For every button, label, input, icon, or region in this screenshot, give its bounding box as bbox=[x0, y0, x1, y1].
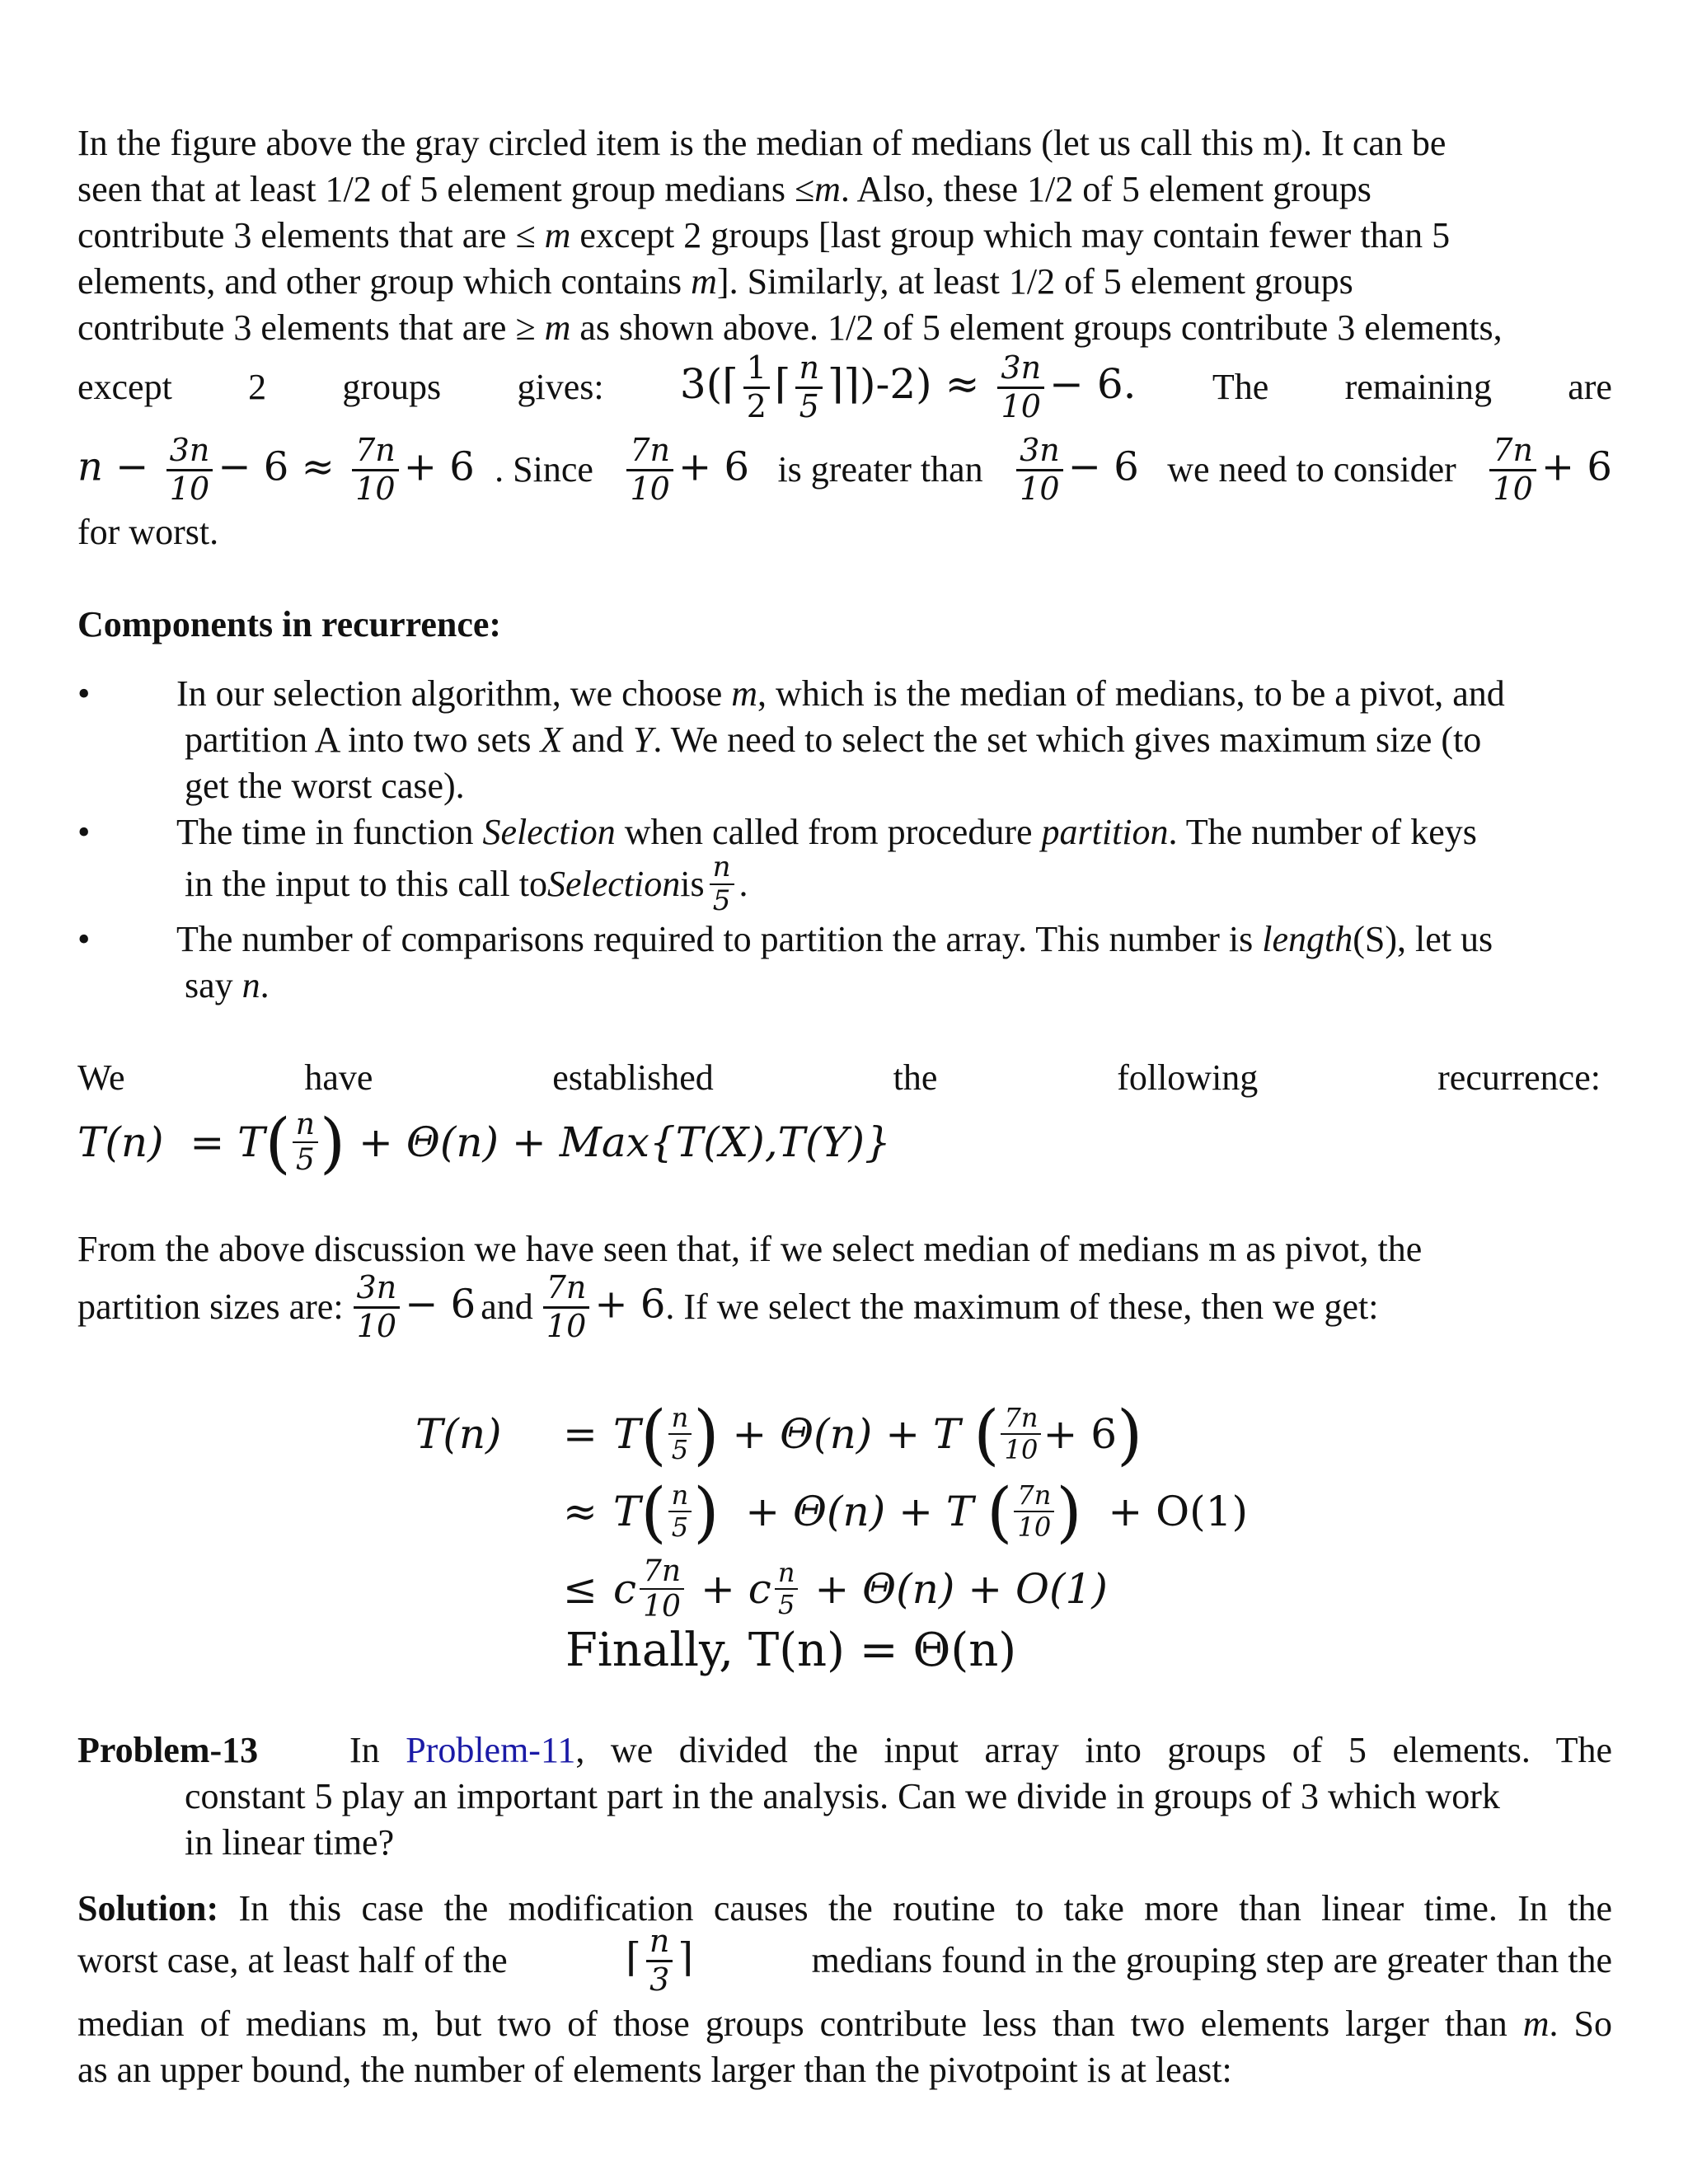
recurrence-intro: We have established the following recurrence: bbox=[77, 1057, 1601, 1098]
solution-line1: Solution: In this case the modification causes the routine to take more than linear time. In the bbox=[77, 1888, 1612, 1929]
para2-line1: From the above discussion we have seen that, if we select median of medians m as pivot, the bbox=[77, 1229, 1423, 1269]
para1-line6: except 2 groups gives: 3(⌈ $\frac{1}{2}$ ⌈ $\frac{n}{5}$ ⌉⌉)-2) ≈ $\frac{3n}{10}$ − 6. The remaining are bbox=[77, 349, 1612, 424]
problem-13: Problem-13 In Problem-11, we divided the input array into groups of 5 elements. The constant 5 play an important part in the analysis. Can we divide in groups of 3 which work in linear time? bbox=[77, 1727, 1612, 1866]
para1-line1: In the figure above the gray circled item is the median of medians (let us call this m). It can be bbox=[77, 123, 1447, 163]
derivation-finally: Finally, T(n) = Θ(n) bbox=[565, 1624, 1017, 1677]
para1-line4: elements, and other group which contains m]. Similarly, at least 1/2 of 5 element groups bbox=[77, 261, 1353, 302]
solution-line3: median of medians m, but two of those groups contribute less than two elements larger than m. So bbox=[77, 2004, 1612, 2044]
para1-line7: n − $\frac{3n}{10}$ − 6 ≈ $\frac{7n}{10}$ + 6 . Since $\frac{7n}{10}$ + 6 is greater than $\frac{3n}{10}$ − 6 we need to consider $\frac{7n}{10}$ + 6 bbox=[77, 431, 1612, 507]
para2-line2: partition sizes are: $\frac{3n}{10}$ − 6 and $\frac{7n}{10}$ + 6 . If we select the maximum of these, then we get: bbox=[77, 1268, 1379, 1344]
bullet-dot: • bbox=[77, 812, 91, 852]
bullet-dot: • bbox=[77, 919, 91, 959]
para1-line8: for worst. bbox=[77, 512, 219, 552]
bullet-item-1: • In our selection algorithm, we choose m, which is the median of medians, to be a pivot, and partition A into two sets X and Y. We need to select the set which gives maximum size (to get the worst case). bbox=[77, 671, 1612, 809]
derivation-line-1: T(n) = T ( $\frac{n}{5}$ ) + Θ(n) + T ( $\frac{7n}{10}$ + 6 ) bbox=[415, 1395, 1143, 1473]
problem-label: Problem-13 bbox=[77, 1730, 259, 1770]
solution-line2: worst case, at least half of the ⌈ $\frac{n}{3}$ ⌉ medians found in the grouping step are greater than the bbox=[77, 1922, 1612, 1998]
bullet-item-2: • The time in function Selection when called from procedure partition. The number of keys in the input to this call to Selection is $\frac{n}{5}$ . bbox=[77, 809, 1612, 913]
derivation-line-2: ≈ T ( $\frac{n}{5}$ ) + Θ(n) + T ( $\frac{7n}{10}$ ) + O(1) bbox=[563, 1473, 1248, 1550]
derivation-line-3: ≤ c $\frac{7n}{10}$ + c $\frac{n}{5}$ + Θ(n) + O(1) bbox=[563, 1554, 1108, 1624]
solution-label: Solution: bbox=[77, 1888, 219, 1929]
bullet-item-3: • The number of comparisons required to partition the array. This number is length(S), let us say n. bbox=[77, 916, 1612, 1009]
remaining-formula: n − $\frac{3n}{10}$ − 6 ≈ $\frac{7n}{10}$ + 6 bbox=[77, 431, 475, 507]
section-heading: Components in recurrence: bbox=[77, 604, 502, 644]
para1-line2: seen that at least 1/2 of 5 element group medians ≤m. Also, these 1/2 of 5 element groups bbox=[77, 169, 1372, 209]
solution-line4: as an upper bound, the number of elements larger than the pivotpoint is at least: bbox=[77, 2050, 1232, 2090]
problem-11-link[interactable]: Problem-11 bbox=[406, 1730, 576, 1770]
recurrence-equation: T(n) = T ( $\frac{n}{5}$ ) + Θ(n) + Max{T(X),T(Y)} bbox=[77, 1104, 891, 1181]
count-formula: 3(⌈ $\frac{1}{2}$ ⌈ $\frac{n}{5}$ ⌉⌉)-2) ≈ $\frac{3n}{10}$ − 6. bbox=[679, 349, 1137, 424]
bullet-dot: • bbox=[77, 673, 91, 714]
para1-line3: contribute 3 elements that are ≤ m except 2 groups [last group which may contain fewer than 5 bbox=[77, 215, 1451, 255]
para1-line5: contribute 3 elements that are ≥ m as shown above. 1/2 of 5 element groups contribute 3 elements, bbox=[77, 307, 1503, 348]
